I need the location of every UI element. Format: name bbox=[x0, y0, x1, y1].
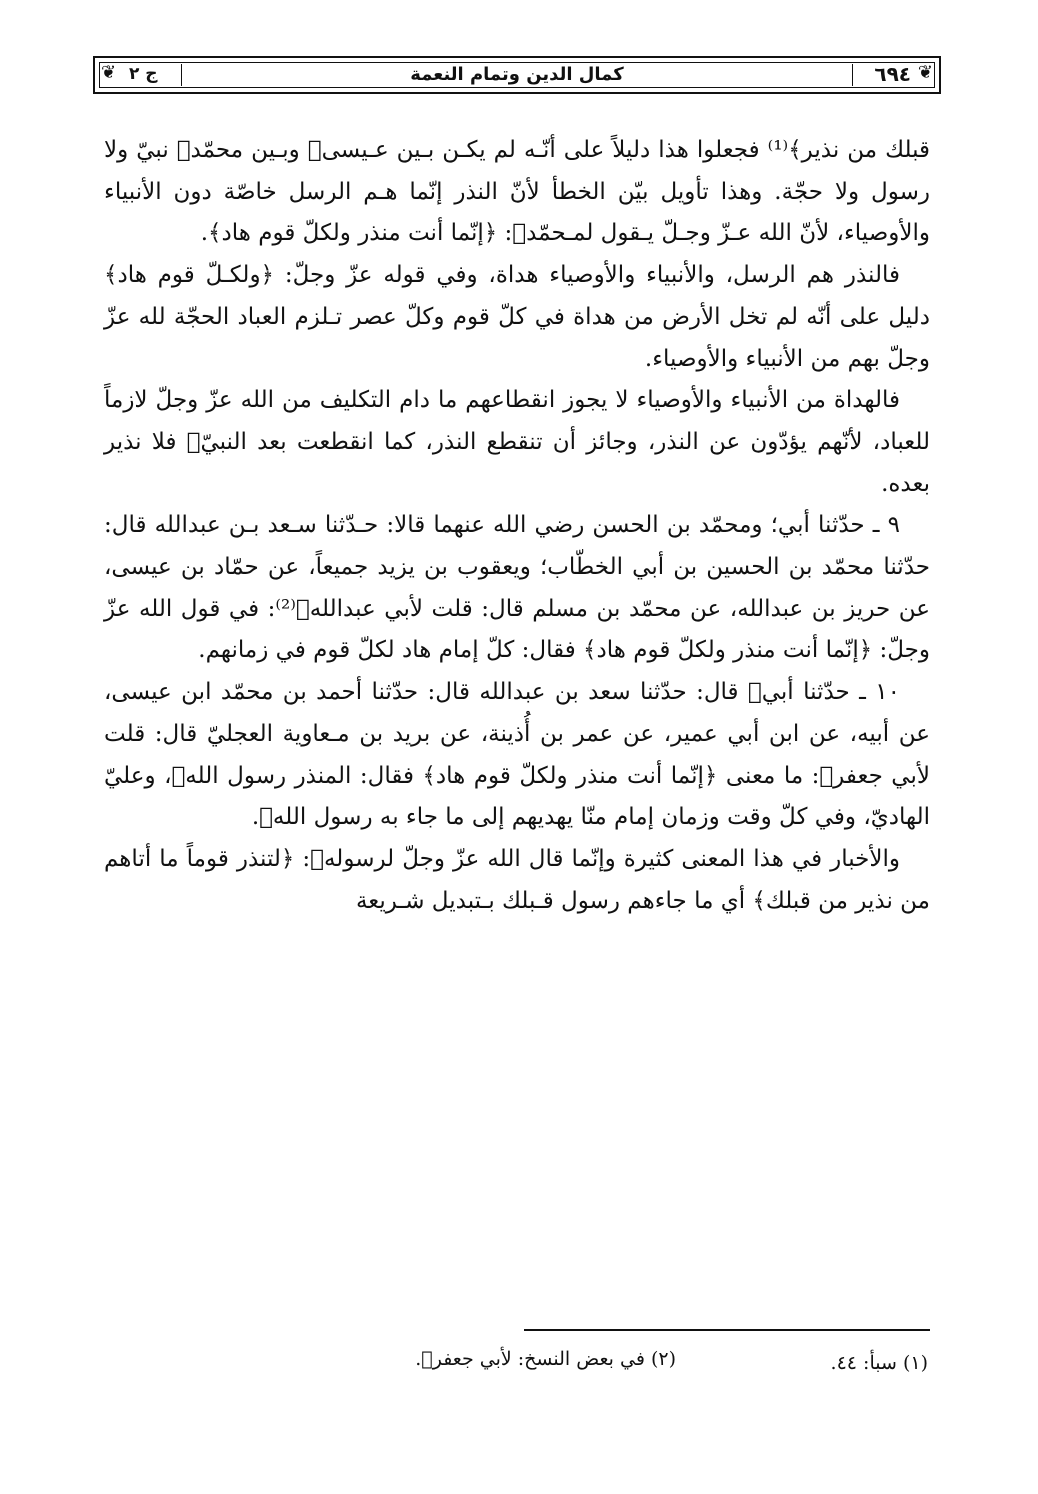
paragraph: والأخبار في هذا المعنى كثيرة وإنّما قال الله عزّ وجلّ لرسوله﷤: ﴿لتنذر قوماً ما أتاهم من نذير من قبلك﴾ أي ما جاءهم رسول قـبلك بـتبديل شـريعة bbox=[104, 845, 930, 914]
paragraph: فالهداة من الأنبياء والأوصياء لا يجوز انقطاعهم ما دام التكليف من الله عزّ وجلّ لازماً للعباد، لأنّهم يؤدّون عن النذر، وجائز أن تنقطع النذر، كما انقطعت بعد النبيّ﷤ فلا نذير بعده. bbox=[104, 387, 930, 497]
volume-label: ج ٢ bbox=[129, 64, 158, 84]
ornament-icon: ❦ bbox=[917, 62, 933, 83]
paragraph: ٩ ـ حدّثنا أبي؛ ومحمّد بن الحسن رضي الله عنهما قالا: حـدّثنا سـعد بـن عبدالله قال: حدّثنا محمّد بن الحسين بن أبي الخطّاب؛ ويعقوب بن يزيد جميعاً، عن حمّاد بن عيسى، عن حريز بن عبدالله، عن محمّد بن مسلم قال: قلت لأبي عبدالله﷤⁽²⁾: في قول الله عزّ وجلّ: ﴿إنّما أنت منذر ولكلّ قوم هاد﴾ فقال: كلّ إمام هاد لكلّ قوم في زمانهم. bbox=[104, 512, 930, 664]
paragraph: فالنذر هم الرسل، والأنبياء والأوصياء هداة، وفي قوله عزّ وجلّ: ﴿ولكـلّ قوم هاد﴾ دليل على أنّه لم تخل الأرض من هداة في كلّ قوم وكلّ عصر تـلزم العباد الحجّة لله عزّ وجلّ بهم من الأنبياء والأوصياء. bbox=[104, 262, 930, 372]
ornament-icon: ❦ bbox=[101, 62, 117, 83]
footnote: (٢) في بعض النسخ: لأبي جعفر﷤. bbox=[415, 1348, 676, 1370]
main-text bbox=[104, 130, 930, 922]
header-divider bbox=[181, 64, 182, 86]
paragraph: ١٠ ـ حدّثنا أبي﷤ قال: حدّثنا سعد بن عبدالله قال: حدّثنا أحمد بن محمّد ابن عيسى، عن أبيه، عن ابن أبي عمير، عن عمر بن أُذينة، عن بريد بن مـعاوية العجليّ قال: قلت لأبي جعفر﷤: ما معنى ﴿إنّما أنت منذر ولكلّ قوم هاد﴾ فقال: المنذر رسول الله﷤، وعليّ الهاديّ، وفي كلّ وقت وزمان إمام منّا يهديهم إلى ما جاء به رسول الله﷤. bbox=[104, 679, 930, 831]
running-header bbox=[93, 56, 941, 94]
page-number: ٦٩٤ bbox=[874, 62, 911, 86]
footnote-rule bbox=[524, 1329, 930, 1331]
footnote: (١) سبأ: ٤٤. bbox=[830, 1352, 928, 1374]
running-title: كمال الدين وتمام النعمة bbox=[410, 64, 624, 85]
paragraph: قبلك من نذير﴾⁽¹⁾ فجعلوا هذا دليلاً على أنّـه لم يكـن بـين عـيسى﷤ وبـين محمّد﷤ نبيّ ولا رسول ولا حجّة. وهذا تأويل بيّن الخطأ لأنّ النذر إنّما هـم الرسل خاصّة دون الأنبياء والأوصياء، لأنّ الله عـزّ وجـلّ يـقول لمـحمّد﷤: ﴿إنّما أنت منذر ولكلّ قوم هاد﴾. bbox=[104, 137, 931, 247]
